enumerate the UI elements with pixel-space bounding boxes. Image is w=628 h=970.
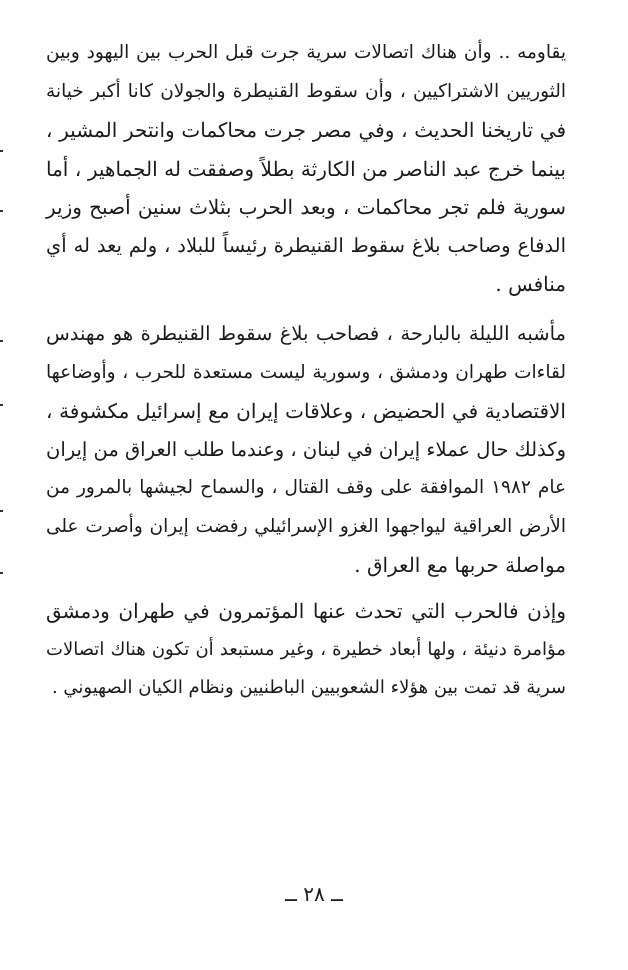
text-line: مؤامرة دنيئة ، ولها أبعاد خطيرة ، وغير مستبعد أن تكون هناك اتصالات <box>46 638 566 660</box>
margin-mark <box>0 210 3 212</box>
text-line: عام ١٩٨٢ الموافقة على وقف القتال ، والسماح لجيشها بالمرور من <box>46 477 566 498</box>
margin-mark <box>0 572 3 574</box>
text-line: بينما خرج عبد الناصر من الكارثة بطلاً وصفقت له الجماهير ، أما <box>46 156 566 181</box>
text-line: الأرض العراقية ليواجهوا الغزو الإسرائيلي رفضت إيران وأصرت على <box>46 515 566 537</box>
paragraph-3 <box>46 592 566 708</box>
paragraph-1 <box>46 34 566 304</box>
text-line: الثوريين الاشتراكيين ، وأن سقوط القنيطرة والجولان كانا أكبر خيانة <box>46 80 566 102</box>
text-line: مأشبه الليلة بالبارحة ، فصاحب بلاغ سقوط القنيطرة هو مهندس <box>46 322 566 345</box>
text-line: في تاريخنا الحديث ، وفي مصر جرت محاكمات وانتحر المشير ، <box>46 118 566 142</box>
text-line: الدفاع وصاحب بلاغ سقوط القنيطرة رئيساً للبلاد ، ولم يعد له أي <box>46 233 566 257</box>
text-line: سرية قد تمت بين هؤلاء الشعوبيين الباطنيين ونظام الكيان الصهيوني . <box>51 677 566 698</box>
page-number: ــ ٢٨ ــ <box>285 882 343 906</box>
text-line: وكذلك حال عملاء إيران في لبنان ، وعندما طلب العراق من إيران <box>46 437 566 461</box>
text-line: سورية فلم تجر محاكمات ، وبعد الحرب بثلاث سنين أصبح وزير <box>46 195 566 219</box>
text-line: لقاءات طهران ودمشق ، وسورية ليست مستعدة للحرب ، وأوضاعها <box>46 361 566 383</box>
margin-mark <box>0 404 3 406</box>
text-line: مواصلة حربها مع العراق . <box>354 553 566 577</box>
paragraph-2 <box>46 315 566 585</box>
margin-mark <box>0 150 3 152</box>
text-line: منافس . <box>495 272 566 296</box>
margin-mark <box>0 340 3 342</box>
text-line: وإذن فالحرب التي تحدث عنها المؤتمرون في طهران ودمشق <box>46 599 566 623</box>
text-line: الاقتصادية في الحضيض ، وعلاقات إيران مع إسرائيل مكشوفة ، <box>46 399 566 423</box>
text-line: يقاومه .. وأن هناك اتصالات سرية جرت قبل الحرب بين اليهود وبين <box>46 42 566 63</box>
margin-mark <box>0 510 3 512</box>
